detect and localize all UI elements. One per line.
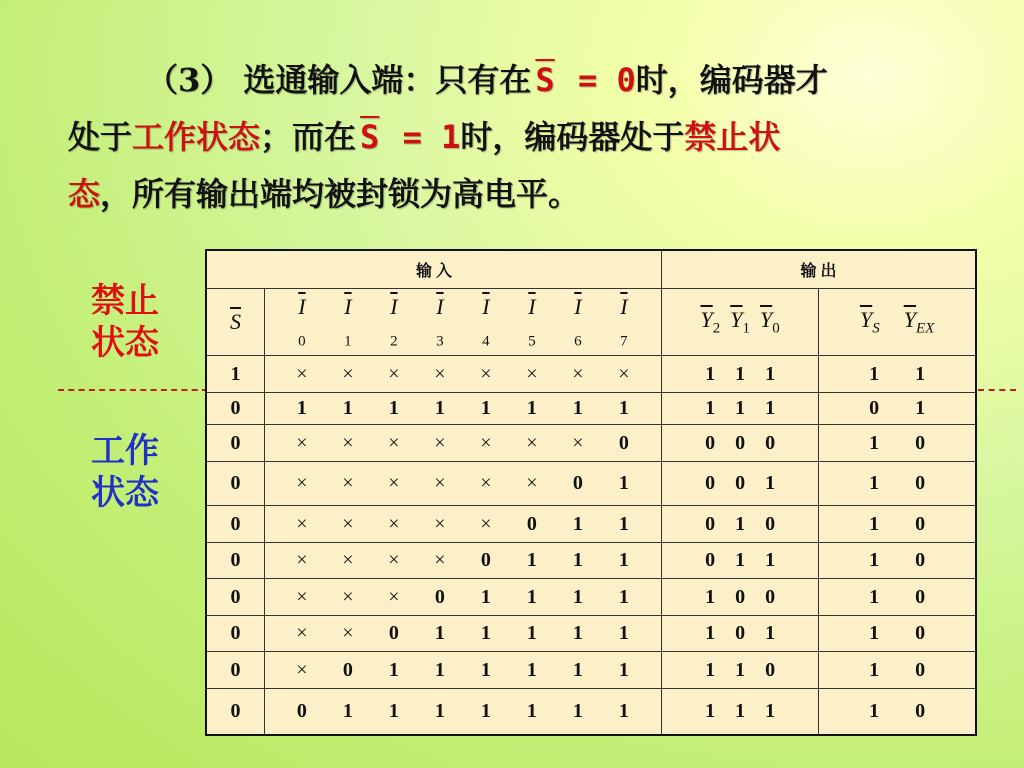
cell-i4: × — [480, 431, 492, 454]
sym-outputs-y — [661, 288, 818, 356]
cell-i2: × — [388, 585, 400, 608]
table-row — [206, 392, 976, 424]
line2-mid: ；而在 — [260, 118, 357, 156]
cell-yex: 1 — [915, 362, 926, 385]
cell-i2: × — [388, 362, 400, 385]
divider-dash-right — [978, 389, 1016, 391]
cell-i4: 0 — [480, 549, 491, 572]
cell-i0: × — [296, 658, 308, 681]
cell-y — [661, 392, 818, 424]
cell-y0: 1 — [765, 362, 776, 385]
cell-y1: 1 — [735, 658, 746, 681]
cell-y0: 1 — [765, 472, 776, 495]
cell-i3: × — [434, 362, 446, 385]
cell-y0: 0 — [765, 512, 776, 535]
cell-i5: 0 — [526, 512, 537, 535]
cell-y1: 0 — [735, 431, 746, 454]
working-state-label: 工作 状态 — [91, 431, 159, 513]
cell-y0: 0 — [765, 585, 776, 608]
cell-i7: 1 — [618, 549, 629, 572]
truth-table — [205, 249, 977, 736]
cell-i5: 1 — [526, 397, 537, 420]
cell-i7: 1 — [618, 658, 629, 681]
table-row — [206, 461, 976, 506]
cell-i0: × — [296, 512, 308, 535]
cell-i2: × — [388, 472, 400, 495]
forbidden-state-text: 禁止状 — [684, 118, 781, 156]
cell-y — [661, 461, 818, 506]
paragraph-line-3 — [68, 166, 968, 223]
cell-y2: 1 — [705, 397, 716, 420]
line2-prefix: 处于 — [68, 118, 133, 156]
cell-i2: 0 — [388, 622, 399, 645]
cell-i0: × — [296, 472, 308, 495]
cell-i4: 1 — [480, 585, 491, 608]
cell-i6: 1 — [572, 549, 583, 572]
cell-s: 0 — [206, 392, 264, 424]
description-paragraph — [68, 52, 968, 223]
cell-i5: 1 — [526, 699, 537, 722]
cell-s: 0 — [206, 615, 264, 651]
cell-y — [661, 615, 818, 651]
sym-i7: $\overline{I}_7$ — [620, 293, 628, 350]
cell-i7: × — [618, 362, 630, 385]
cell-i5: × — [526, 472, 538, 495]
cell-y2: 1 — [705, 699, 716, 722]
table-row — [206, 579, 976, 615]
table-row — [206, 688, 976, 735]
cell-ys-yex — [819, 461, 976, 506]
cell-i1: × — [342, 622, 354, 645]
eq-zero: = 0 — [558, 61, 636, 99]
cell-s: 0 — [206, 425, 264, 461]
cell-i0: × — [296, 549, 308, 572]
cell-y1: 1 — [735, 512, 746, 535]
forbidden-state-label: 禁止 状态 — [91, 281, 159, 363]
cell-y0: 1 — [765, 622, 776, 645]
cell-inputs — [264, 688, 661, 735]
sym-y1: $\overline{Y}_1$ — [730, 306, 750, 337]
cell-i4: 1 — [480, 699, 491, 722]
cell-i2: × — [388, 512, 400, 535]
table-body — [206, 356, 976, 735]
cell-i1: × — [342, 512, 354, 535]
cell-yex: 1 — [915, 397, 926, 420]
cell-y1: 1 — [735, 699, 746, 722]
divider-dash-left — [58, 389, 208, 391]
cell-y — [661, 506, 818, 542]
cell-i3: 1 — [434, 699, 445, 722]
cell-y — [661, 652, 818, 688]
cell-ys: 1 — [869, 699, 880, 722]
cell-i7: 1 — [618, 585, 629, 608]
cell-y2: 1 — [705, 658, 716, 681]
cell-yex: 0 — [915, 549, 926, 572]
line3-suffix: ，所有输出端均被封锁为高电平。 — [100, 175, 581, 213]
cell-ys: 1 — [869, 512, 880, 535]
cell-s: 0 — [206, 579, 264, 615]
cell-i0: × — [296, 585, 308, 608]
cell-y2: 0 — [705, 431, 716, 454]
paragraph-line-2 — [68, 109, 968, 166]
cell-i4: × — [480, 472, 492, 495]
cell-yex: 0 — [915, 622, 926, 645]
cell-i3: 1 — [434, 397, 445, 420]
cell-i3: × — [434, 472, 446, 495]
cell-y2: 0 — [705, 549, 716, 572]
line1-prefix: （3） 选通输入端：只有在 — [146, 61, 532, 99]
cell-i7: 1 — [618, 472, 629, 495]
table-row — [206, 425, 976, 461]
cell-i3: 1 — [434, 658, 445, 681]
cell-ys-yex — [819, 506, 976, 542]
cell-i1: × — [342, 362, 354, 385]
cell-i2: 1 — [388, 658, 399, 681]
line2-suffix: 时，编码器处于 — [460, 118, 685, 156]
cell-ys: 1 — [869, 549, 880, 572]
cell-ys-yex — [819, 688, 976, 735]
table-caption-row — [206, 250, 976, 288]
cell-s: 0 — [206, 652, 264, 688]
cell-i6: 0 — [572, 472, 583, 495]
cell-y2: 1 — [705, 585, 716, 608]
cell-i1: × — [342, 431, 354, 454]
cell-ys: 1 — [869, 622, 880, 645]
line1-suffix: 时，编码器才 — [635, 61, 828, 99]
cell-inputs — [264, 542, 661, 578]
cell-i7: 1 — [618, 699, 629, 722]
table-row — [206, 615, 976, 651]
eq-one: = 1 — [383, 118, 461, 156]
cell-y2: 1 — [705, 622, 716, 645]
cell-y1: 0 — [735, 472, 746, 495]
cell-y1: 1 — [735, 362, 746, 385]
sym-yex: $\overline{Y}_{EX}$ — [903, 306, 935, 337]
cell-y0: 1 — [765, 549, 776, 572]
cell-inputs — [264, 615, 661, 651]
sym-i1: $\overline{I}_1$ — [344, 293, 352, 350]
cell-y0: 1 — [765, 397, 776, 420]
cell-inputs — [264, 392, 661, 424]
cell-i4: 1 — [480, 397, 491, 420]
sym-i0: $\overline{I}_0$ — [298, 293, 306, 350]
cell-yex: 0 — [915, 585, 926, 608]
cell-ys-yex — [819, 579, 976, 615]
output-header: 输 出 — [661, 250, 976, 288]
sym-i4: $\overline{I}_4$ — [482, 293, 490, 350]
cell-ys: 0 — [869, 397, 880, 420]
cell-i1: 0 — [342, 658, 353, 681]
cell-i0: 0 — [296, 699, 307, 722]
sym-i5: $\overline{I}_5$ — [528, 293, 536, 350]
cell-i0: × — [296, 431, 308, 454]
sym-i6: $\overline{I}_6$ — [574, 293, 582, 350]
cell-y0: 0 — [765, 658, 776, 681]
cell-y2: 0 — [705, 472, 716, 495]
cell-i3: 0 — [434, 585, 445, 608]
cell-y — [661, 425, 818, 461]
cell-y1: 0 — [735, 622, 746, 645]
forbidden-state-text-end: 态 — [68, 175, 101, 213]
cell-ys-yex — [819, 652, 976, 688]
s-bar-symbol-2: $\overline{S}$ — [360, 118, 380, 156]
cell-i1: 1 — [342, 397, 353, 420]
cell-i2: × — [388, 431, 400, 454]
sym-y0: $\overline{Y}_0$ — [759, 306, 780, 337]
cell-ys-yex — [819, 615, 976, 651]
sym-inputs — [264, 288, 661, 356]
cell-i5: 1 — [526, 549, 537, 572]
cell-y1: 1 — [735, 549, 746, 572]
cell-i5: × — [526, 431, 538, 454]
cell-ys-yex — [819, 356, 976, 392]
cell-yex: 0 — [915, 512, 926, 535]
cell-i2: 1 — [388, 397, 399, 420]
cell-yex: 0 — [915, 699, 926, 722]
cell-i6: × — [572, 431, 584, 454]
s-bar-symbol: $\overline{S}$ — [535, 61, 555, 99]
cell-ys-yex — [819, 542, 976, 578]
cell-i4: 1 — [480, 658, 491, 681]
cell-y — [661, 542, 818, 578]
cell-inputs — [264, 461, 661, 506]
cell-s: 0 — [206, 688, 264, 735]
cell-ys: 1 — [869, 362, 880, 385]
cell-i6: 1 — [572, 658, 583, 681]
cell-i4: × — [480, 512, 492, 535]
cell-i0: × — [296, 622, 308, 645]
cell-yex: 0 — [915, 472, 926, 495]
cell-ys-yex — [819, 425, 976, 461]
cell-inputs — [264, 356, 661, 392]
cell-i2: × — [388, 549, 400, 572]
input-header: 输 入 — [206, 250, 661, 288]
cell-inputs — [264, 652, 661, 688]
cell-i6: 1 — [572, 512, 583, 535]
cell-i4: × — [480, 362, 492, 385]
cell-i6: × — [572, 362, 584, 385]
cell-s: 0 — [206, 461, 264, 506]
cell-i7: 1 — [618, 512, 629, 535]
table-symbol-row — [206, 288, 976, 356]
cell-i6: 1 — [572, 622, 583, 645]
sym-y2: $\overline{Y}_2$ — [700, 306, 721, 337]
cell-yex: 0 — [915, 431, 926, 454]
cell-ys: 1 — [869, 472, 880, 495]
cell-i4: 1 — [480, 622, 491, 645]
cell-i7: 1 — [618, 397, 629, 420]
cell-ys: 1 — [869, 431, 880, 454]
sym-ys-yex — [819, 288, 976, 356]
cell-y1: 1 — [735, 397, 746, 420]
cell-s: 0 — [206, 506, 264, 542]
table-row — [206, 506, 976, 542]
cell-i5: × — [526, 362, 538, 385]
cell-y2: 0 — [705, 512, 716, 535]
cell-i6: 1 — [572, 397, 583, 420]
cell-i1: × — [342, 585, 354, 608]
cell-i3: × — [434, 512, 446, 535]
cell-yex: 0 — [915, 658, 926, 681]
sym-ys: $\overline{Y}_S$ — [859, 306, 880, 337]
sym-i2: $\overline{I}_2$ — [390, 293, 398, 350]
cell-i5: 1 — [526, 585, 537, 608]
sym-i3: $\overline{I}_3$ — [436, 293, 444, 350]
cell-i3: × — [434, 431, 446, 454]
paragraph-line-1 — [68, 52, 968, 109]
working-state-text: 工作状态 — [132, 118, 261, 156]
cell-y — [661, 688, 818, 735]
cell-inputs — [264, 579, 661, 615]
table-row — [206, 652, 976, 688]
cell-y2: 1 — [705, 362, 716, 385]
cell-ys: 1 — [869, 658, 880, 681]
cell-ys-yex — [819, 392, 976, 424]
cell-y — [661, 356, 818, 392]
cell-i0: 1 — [296, 397, 307, 420]
cell-inputs — [264, 425, 661, 461]
cell-i7: 0 — [618, 431, 629, 454]
cell-y0: 1 — [765, 699, 776, 722]
cell-inputs — [264, 506, 661, 542]
cell-i3: 1 — [434, 622, 445, 645]
cell-y0: 0 — [765, 431, 776, 454]
sym-s: $\overline{S}$ — [206, 288, 264, 356]
cell-i1: 1 — [342, 699, 353, 722]
cell-y — [661, 579, 818, 615]
table-row — [206, 356, 976, 392]
cell-s: 0 — [206, 542, 264, 578]
cell-i6: 1 — [572, 699, 583, 722]
cell-i0: × — [296, 362, 308, 385]
cell-i3: × — [434, 549, 446, 572]
cell-y1: 0 — [735, 585, 746, 608]
cell-i5: 1 — [526, 622, 537, 645]
cell-i6: 1 — [572, 585, 583, 608]
cell-i2: 1 — [388, 699, 399, 722]
cell-ys: 1 — [869, 585, 880, 608]
cell-i5: 1 — [526, 658, 537, 681]
cell-i1: × — [342, 549, 354, 572]
cell-i1: × — [342, 472, 354, 495]
cell-s: 1 — [206, 356, 264, 392]
cell-i7: 1 — [618, 622, 629, 645]
table-row — [206, 542, 976, 578]
